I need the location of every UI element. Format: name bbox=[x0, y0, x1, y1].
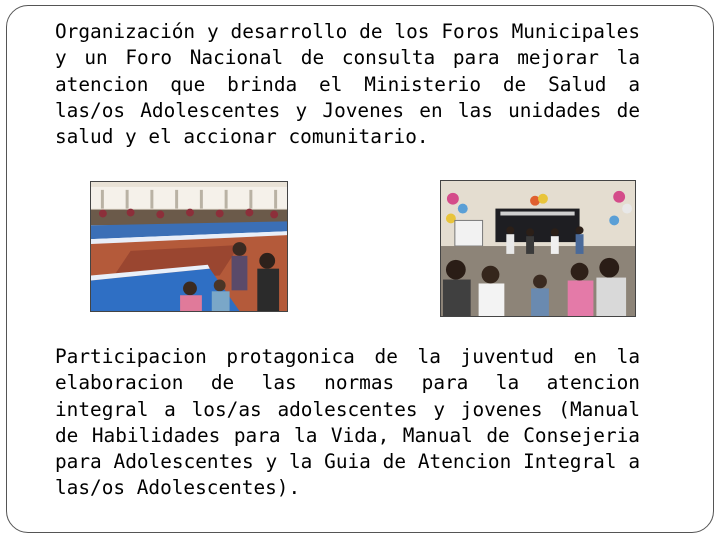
conference-room-photo bbox=[90, 181, 288, 312]
paragraph-youth-participation: Participacion protagonica de la juventud en la elaboracion de las normas para la atencion integral a los/as adolescentes y jovenes (Manual de Habilidades para la Vida, Manual de Consejeria para Adolescentes y la Guia de Atencion Integral a las/os Adolescentes). bbox=[55, 345, 640, 500]
youth-forum-photo bbox=[440, 180, 636, 317]
paragraph-forums: Organización y desarrollo de los Foros Municipales y un Foro Nacional de consulta para mejorar la atencion que brinda el Ministerio de Salud a las/os Adolescentes y Jovenes en las unidades de salud y el accionar comunitario. bbox=[55, 20, 640, 149]
